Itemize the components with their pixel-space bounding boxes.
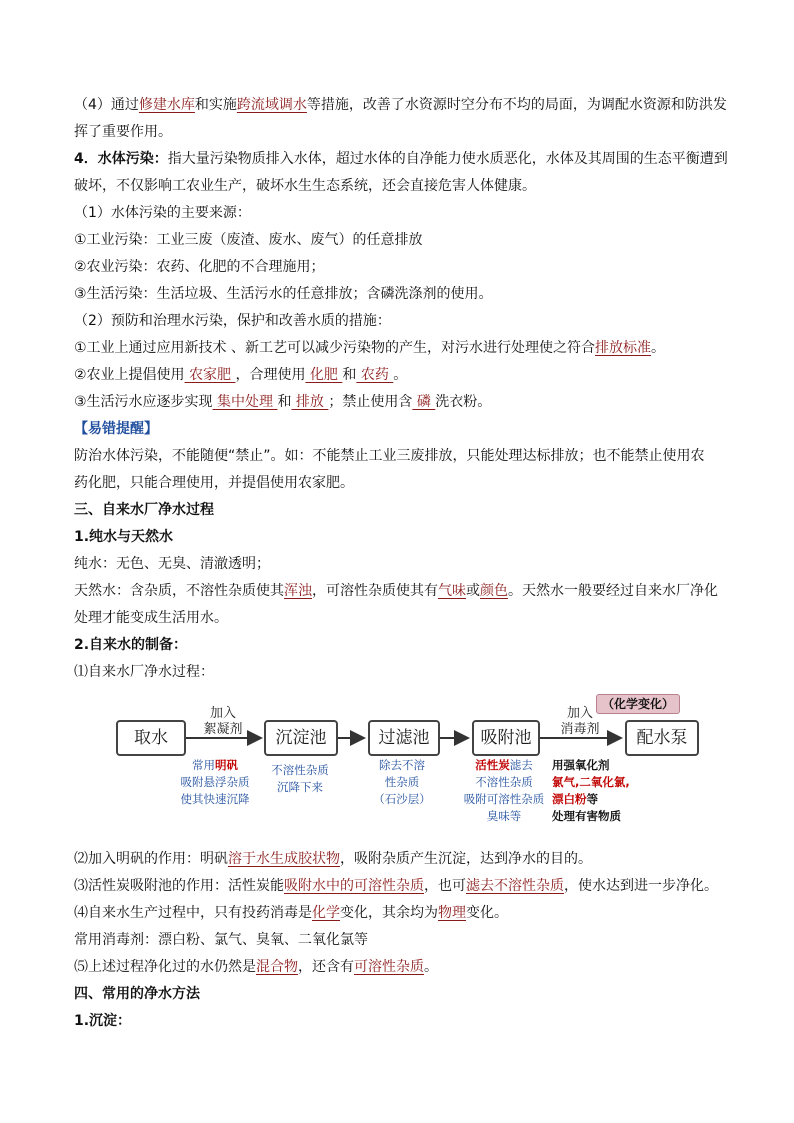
subheading: 1.沉淀： xyxy=(74,1013,132,1029)
subheading: 1.纯水与天然水 xyxy=(74,529,174,545)
note-filter: 除去不溶 性杂质 （石沙层） xyxy=(373,758,431,806)
answer-blank: 集中处理 xyxy=(212,394,278,410)
box-filter-tank: 过滤池 xyxy=(368,720,440,756)
paragraph-line: ⑷自来水生产过程中，只有投药消毒是化学变化，其余均为物理变化。 xyxy=(74,905,508,921)
water-treatment-flow-diagram xyxy=(74,694,724,844)
paragraph-line: 挥了重要作用。 xyxy=(74,124,172,140)
answer-blank: 磷 xyxy=(412,394,436,410)
paragraph-line: ⑵加入明矾的作用：明矾溶于水生成胶状物，吸附杂质产生沉淀，达到净水的目的。 xyxy=(74,851,592,867)
paragraph-line: 纯水：无色、无臭、清澈透明； xyxy=(74,556,270,572)
paragraph-line: 破坏，不仅影响工农业生产，破坏水生生态系统，还会直接危害人体健康。 xyxy=(74,178,536,194)
chemical-change-tag: （化学变化） xyxy=(596,694,680,714)
answer-blank: 物理 xyxy=(438,905,466,921)
paragraph-line: 处理才能变成生活用水。 xyxy=(74,610,228,626)
answer-blank: 跨流域调水 xyxy=(236,97,307,113)
paragraph-line: 常用消毒剂：漂白粉、氯气、臭氧、二氧化氯等 xyxy=(74,932,368,948)
paragraph-line: ⑶活性炭吸附池的作用：活性炭能吸附水中的可溶性杂质，也可滤去不溶性杂质，使水达到进一步净化。 xyxy=(74,878,718,894)
list-item: ②农业上提倡使用 农家肥 ，合理使用 化肥 和 农药 。 xyxy=(74,367,408,383)
subheading: 2.自来水的制备： xyxy=(74,637,188,653)
arrow-1-label: 加入 絮凝剂 xyxy=(203,706,243,737)
answer-blank: 滤去不溶性杂质 xyxy=(466,878,564,894)
list-item: ③生活污水应逐步实现 集中处理 和 排放 ；禁止使用含 磷 洗衣粉。 xyxy=(74,394,492,410)
box-intake: 取水 xyxy=(116,720,186,756)
answer-blank: 浑浊 xyxy=(284,583,312,599)
box-sedimentation-tank: 沉淀池 xyxy=(264,720,338,756)
list-item: ②农业污染：农药、化肥的不合理施用； xyxy=(74,259,325,275)
note-disinfectant: 用强氧化剂 氯气,二氧化氯, 漂白粉等 处理有害物质 xyxy=(552,758,630,823)
paragraph-measure-4: （4）通过修建水库和实施跨流域调水等措施，改善了水资源时空分布不均的局面，为调配水资源和防洪发 xyxy=(74,97,727,113)
section-heading: 三、自来水厂净水过程 xyxy=(74,502,214,518)
answer-blank: 排放 xyxy=(291,394,329,410)
subheading: ⑴自来水厂净水过程： xyxy=(74,664,214,680)
answer-blank: 排放标准 xyxy=(595,340,651,356)
note-alum: 常用明矾 吸附悬浮杂质 使其快速沉降 xyxy=(180,758,250,806)
answer-blank: 化肥 xyxy=(305,367,343,383)
box-adsorption-tank: 吸附池 xyxy=(472,720,540,756)
tip-heading: 【易错提醒】 xyxy=(74,421,158,437)
answer-blank: 修建水库 xyxy=(138,97,195,113)
list-item: ①工业污染：工业三废（废渣、废水、废气）的任意排放 xyxy=(74,232,423,248)
answer-blank: 化学 xyxy=(312,905,340,921)
answer-blank: 可溶性杂质 xyxy=(354,959,424,975)
document-page xyxy=(74,92,728,1035)
paragraph-line: ⑸上述过程净化过的水仍然是混合物，还含有可溶性杂质。 xyxy=(74,959,438,975)
subheading: （1）水体污染的主要来源： xyxy=(74,205,251,221)
answer-blank: 气味 xyxy=(438,583,466,599)
answer-blank: 农家肥 xyxy=(184,367,236,383)
arrow-4-label: 加入 消毒剂 xyxy=(560,706,600,737)
list-item: ③生活污染：生活垃圾、生活污水的任意排放；含磷洗涤剂的使用。 xyxy=(74,286,493,302)
note-sedimentation: 不溶性杂质 沉降下来 xyxy=(271,763,329,794)
section-heading: 四、常用的净水方法 xyxy=(74,986,200,1002)
note-activated-carbon: 活性炭滤去 不溶性杂质 吸附可溶性杂质 臭味等 xyxy=(463,758,545,823)
answer-blank: 混合物 xyxy=(256,959,298,975)
section-heading: 4．水体污染： xyxy=(74,151,168,167)
list-item: ①工业上通过应用新技术 、新工艺可以减少污染物的产生，对污水进行处理使之符合排放标准。 xyxy=(74,340,665,356)
paragraph-line: 天然水：含杂质，不溶性杂质使其浑浊，可溶性杂质使其有气味或颜色。天然水一般要经过自来水厂净化 xyxy=(74,583,718,599)
answer-blank: 颜色 xyxy=(480,583,508,599)
box-distribution-pump: 配水泵 xyxy=(625,720,699,756)
tip-text: 防治水体污染，不能随便“禁止”。如：不能禁止工业三废排放，只能处理达标排放；也不能禁止使用农 xyxy=(74,448,705,464)
answer-blank: 溶于水生成胶状物 xyxy=(228,851,340,867)
answer-blank: 农药 xyxy=(356,367,394,383)
subheading: （2）预防和治理水污染，保护和改善水质的措施： xyxy=(74,313,391,329)
tip-text: 药化肥，只能合理使用，并提倡使用农家肥。 xyxy=(74,475,354,491)
answer-blank: 吸附水中的可溶性杂质 xyxy=(284,878,424,894)
pollution-definition: 4．水体污染：指大量污染物质排入水体，超过水体的自净能力使水质恶化，水体及其周围的生态平衡遭到 xyxy=(74,151,728,167)
